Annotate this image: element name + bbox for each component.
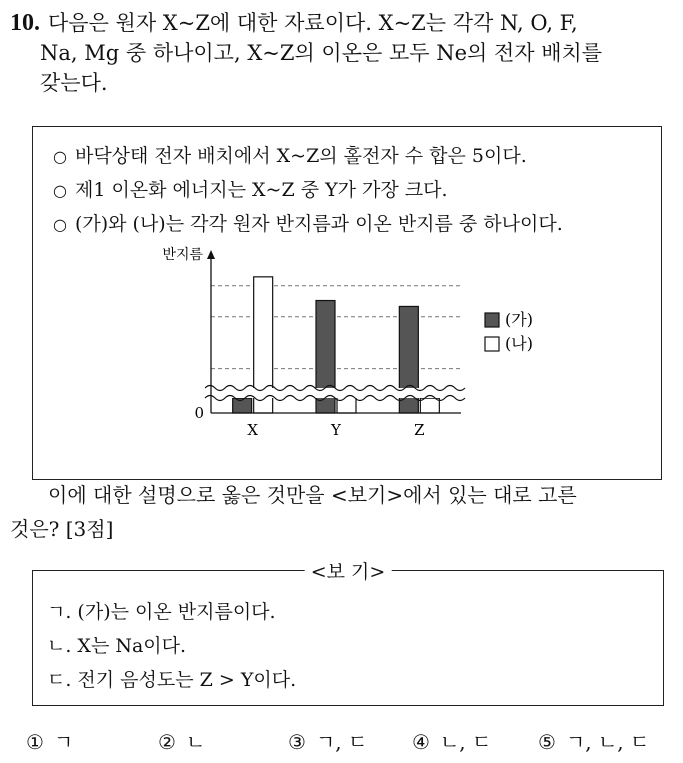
bogi-item-3: ㄷ. 전기 음성도는 Z > Y이다.: [47, 669, 297, 691]
x-tick-label-Y: Y: [331, 421, 341, 439]
legend-swatch-1: [485, 313, 499, 327]
choice-4[interactable]: ④ ㄴ, ㄷ: [412, 730, 492, 754]
question-line-2: Na, Mg 중 하나이고, X~Z의 이온은 모두 Ne의 전자 배치를: [40, 41, 603, 65]
prompt: [10, 478, 670, 546]
radius-bar-chart: [33, 127, 660, 478]
bar-Z-na: [420, 398, 439, 413]
condition-1: ○ 바닥상태 전자 배치에서 X~Z의 홀전자 수 합은 5이다.: [53, 145, 527, 167]
bogi-item-2: ㄴ. X는 Na이다.: [47, 635, 187, 657]
bogi-item-1: ㄱ. (가)는 이온 반지름이다.: [47, 601, 276, 623]
condition-3: ○ (가)와 (나)는 각각 원자 반지름과 이온 반지름 중 하나이다.: [53, 213, 563, 235]
question-line-3: 갖는다.: [40, 71, 108, 95]
question-number: 10.: [10, 10, 40, 36]
bullet-icon: ○: [53, 215, 67, 234]
legend-label-2: (나): [505, 334, 533, 353]
prompt-line-2: 것은? [3점]: [10, 517, 114, 541]
bogi-title: <보 기>: [305, 557, 392, 584]
choice-3[interactable]: ③ ㄱ, ㄷ: [288, 730, 368, 754]
condition-2: ○ 제1 이온화 에너지는 X~Z 중 Y가 가장 크다.: [53, 179, 448, 201]
x-tick-label-Z: Z: [414, 421, 425, 439]
y-axis-label: 반지름: [162, 247, 203, 263]
data-box: [32, 126, 662, 480]
choice-2[interactable]: ② ㄴ: [158, 730, 206, 754]
y-axis-arrow-icon: [207, 250, 215, 259]
bogi-box: [32, 561, 664, 706]
choice-1[interactable]: ① ㄱ: [26, 730, 74, 754]
bullet-icon: ○: [53, 147, 67, 166]
choice-5[interactable]: ⑤ ㄱ, ㄴ, ㄷ: [538, 730, 650, 754]
legend-label-1: (가): [505, 310, 533, 329]
prompt-line-1: 이에 대한 설명으로 옳은 것만을 <보기>에서 있는 대로 고른: [48, 483, 577, 507]
bullet-icon: ○: [53, 181, 67, 200]
origin-label: 0: [194, 404, 204, 422]
legend-swatch-2: [485, 337, 499, 351]
question-line-1: 10. 다음은 원자 X~Z에 대한 자료이다. X~Z는 각각 N, O, F,: [10, 10, 578, 36]
question-stem: [10, 8, 670, 98]
x-tick-label-X: X: [247, 421, 259, 439]
